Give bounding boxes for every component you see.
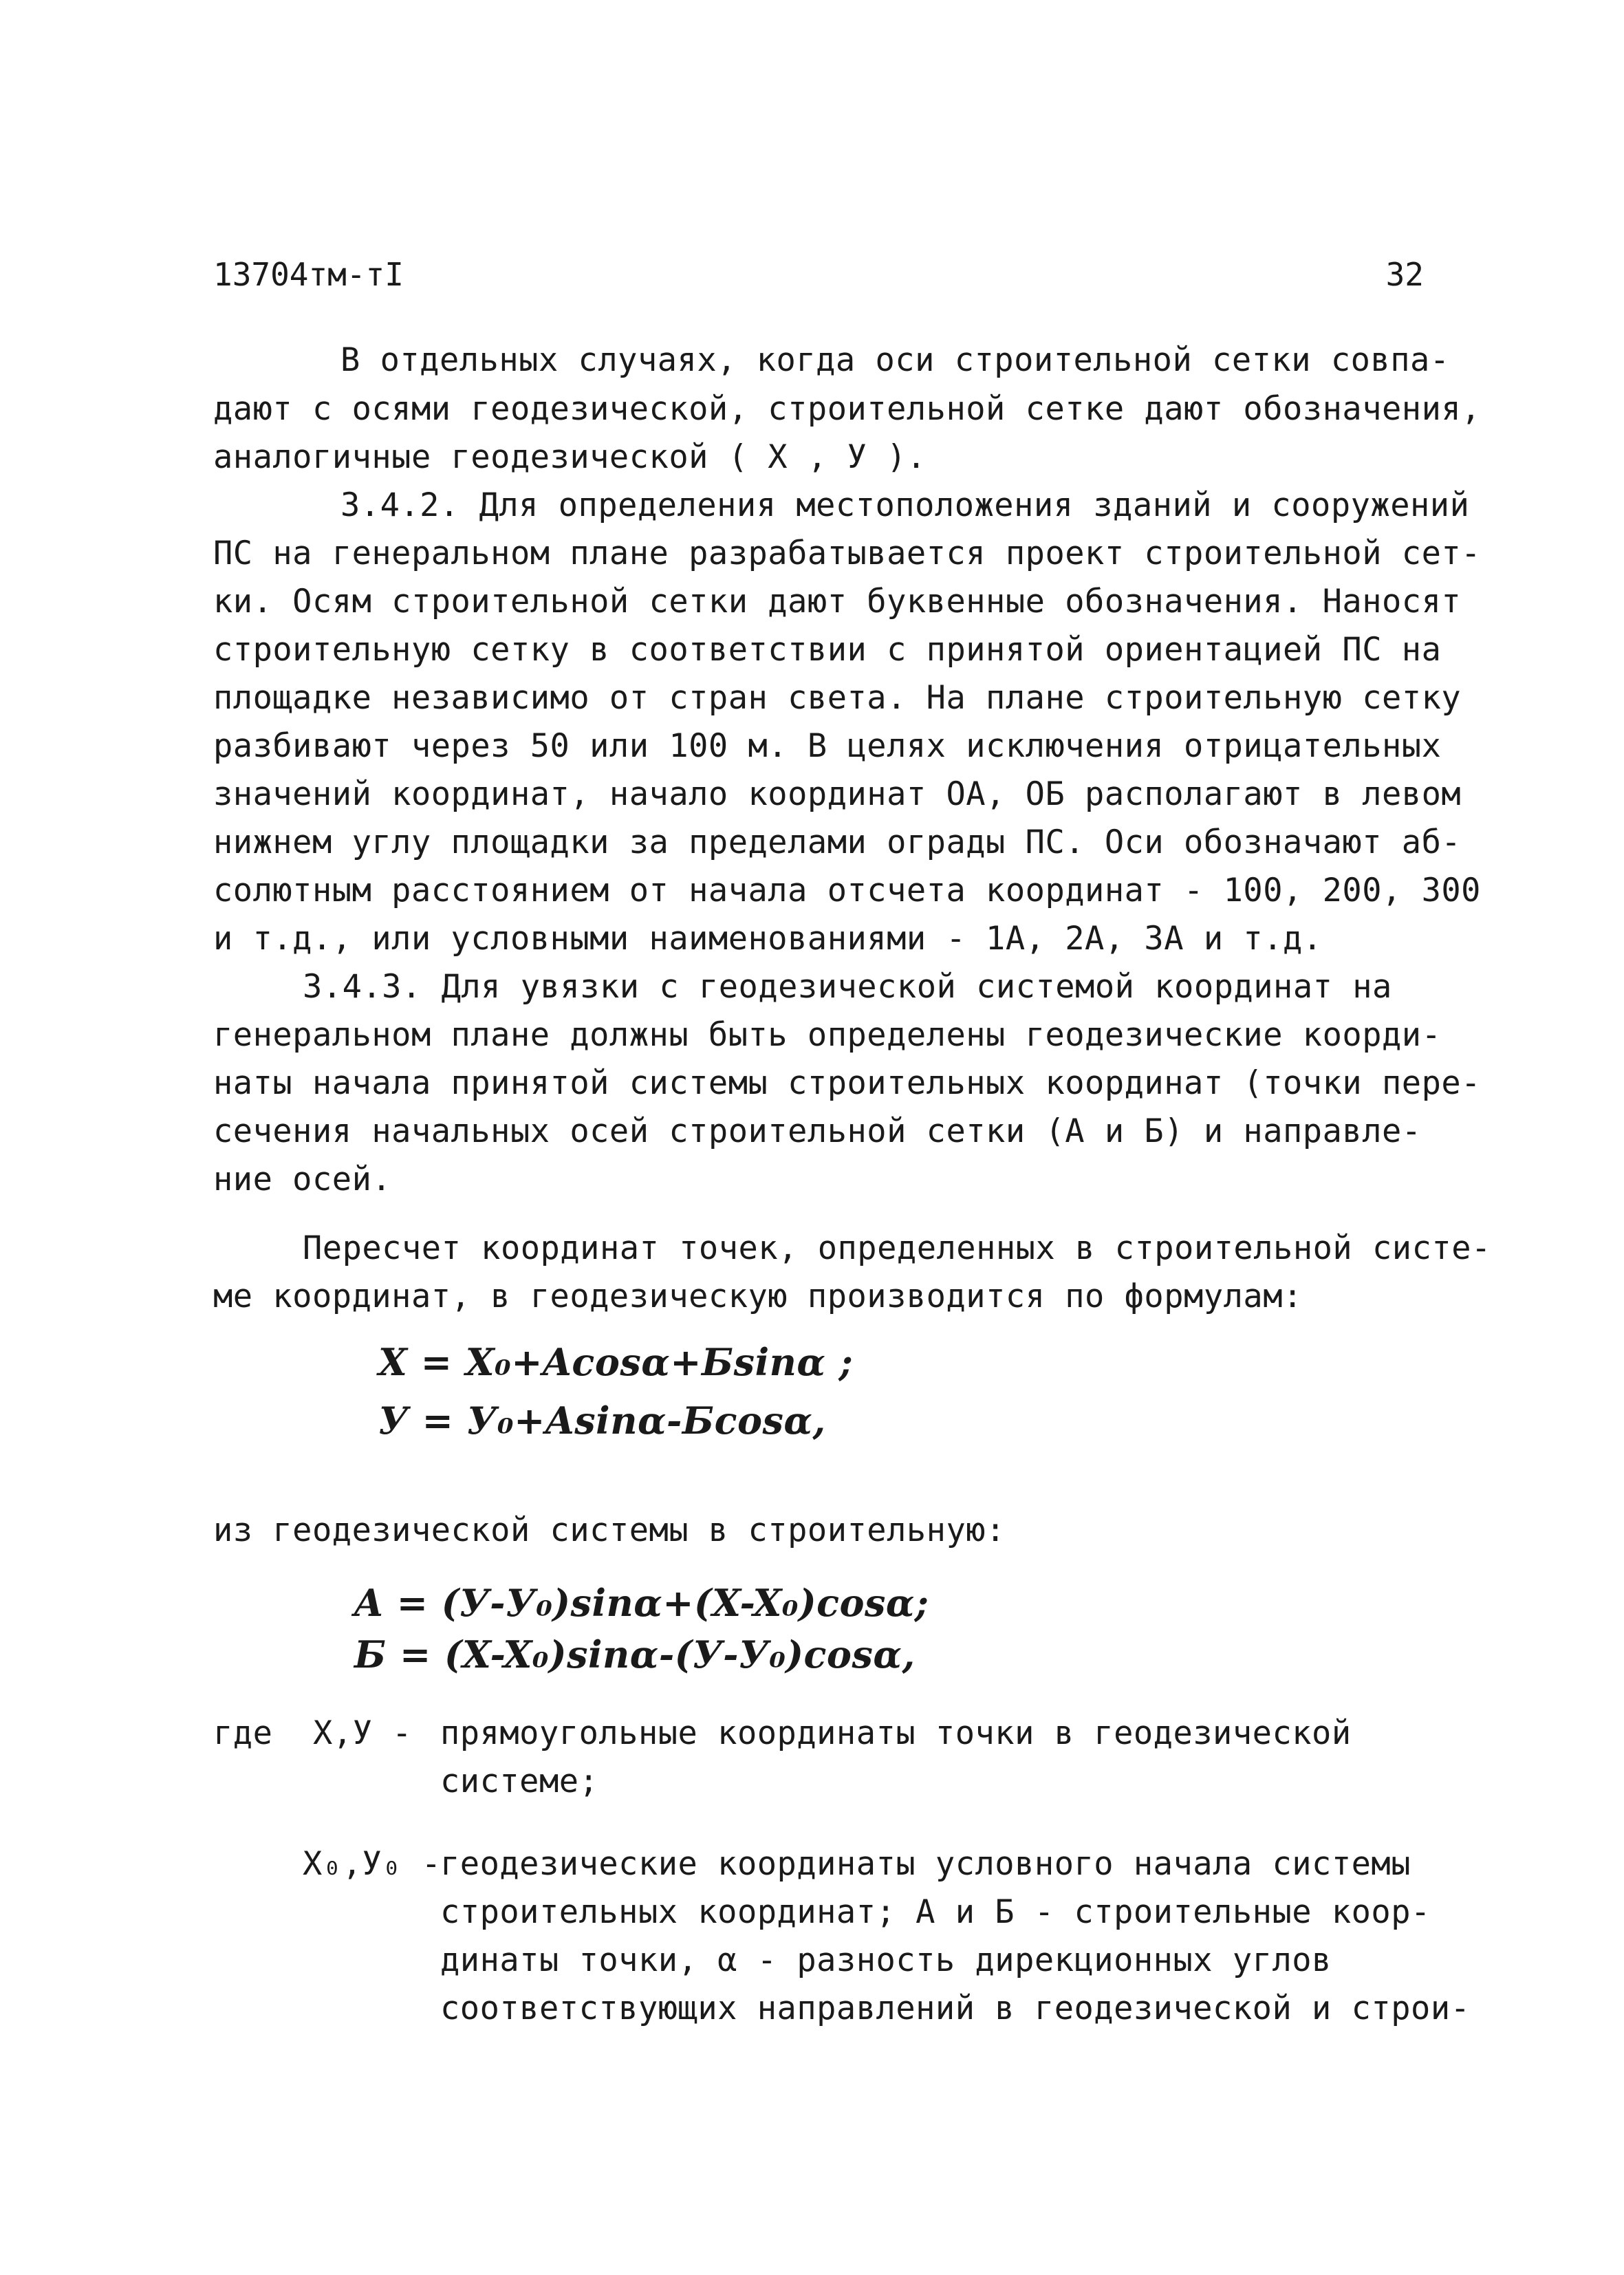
text-line: сечения начальных осей строительной сетки (А и Б) и направле- [213,1112,1422,1150]
formula-line: A = (У-У₀)sinα+(X-X₀)cosα; [354,1581,929,1625]
legend-term: X,У - [313,1714,412,1752]
text-line: наты начала принятой системы строительных координат (точки пере- [213,1064,1481,1102]
legend-definition: строительных координат; А и Б - строительные коор- [440,1893,1431,1931]
legend-definition: геодезические координаты условного начала системы [440,1845,1411,1883]
text-line: ме координат, в геодезическую производится по формулам: [213,1277,1303,1315]
text-line: ки. Осям строительной сетки дают буквенные обозначения. Наносят [213,583,1462,621]
legend-definition: прямоугольные координаты точки в геодезической [440,1714,1352,1752]
legend-definition: системе; [440,1762,599,1800]
legend-definition: динаты точки, α - разность дирекционных углов [440,1941,1332,1979]
text-line: дают с осями геодезической, строительной сетке дают обозначения, [213,390,1481,428]
text-line: солютным расстоянием от начала отсчета координат - 100, 200, 300 [213,872,1481,909]
text-line: разбивают через 50 или 100 м. В целях исключения отрицательных [213,727,1442,765]
page-header [213,256,1424,297]
formula-line: X = X₀+Acosα+Бsinα ; [378,1340,854,1384]
text-line: В отдельных случаях, когда оси строительной сетки совпа- [340,341,1450,379]
text-line: аналогичные геодезической ( X , У ). [213,438,927,476]
where-label: где [213,1714,273,1752]
text-line: и т.д., или условными наименованиями - 1А, 2А, 3А и т.д. [213,920,1323,958]
text-line: значений координат, начало координат OA, OБ располагают в левом [213,775,1462,813]
formula-line: У = У₀+Asinα-Бcosα, [378,1399,826,1443]
page-number: 32 [1385,256,1424,293]
text-line: площадке независимо от стран света. На плане строительную сетку [213,679,1462,717]
text-line: 3.4.2. Для определения местоположения зданий и сооружений [340,486,1470,524]
formula-line: Б = (X-X₀)sinα-(У-У₀)cosα, [354,1632,916,1676]
text-line: ПС на генеральном плане разрабатывается проект строительной сет- [213,535,1481,572]
legend-term: X₀,У₀ - [303,1845,442,1883]
text-line: строительную сетку в соответствии с принятой ориентацией ПС на [213,631,1442,669]
text-line: из геодезической системы в строительную: [213,1511,1006,1549]
document-code: 13704тм-тI [213,256,404,293]
text-line: нижнем углу площадки за пределами ограды ПС. Оси обозначают аб- [213,823,1462,861]
text-line: ние осей. [213,1161,392,1198]
text-line: 3.4.3. Для увязки с геодезической системой координат на [303,968,1392,1006]
text-line: генеральном плане должны быть определены геодезические коорди- [213,1016,1442,1054]
text-line: Пересчет координат точек, определенных в строительной систе- [303,1229,1491,1267]
legend-definition: соответствующих направлений в геодезической и строи- [440,1990,1471,2027]
